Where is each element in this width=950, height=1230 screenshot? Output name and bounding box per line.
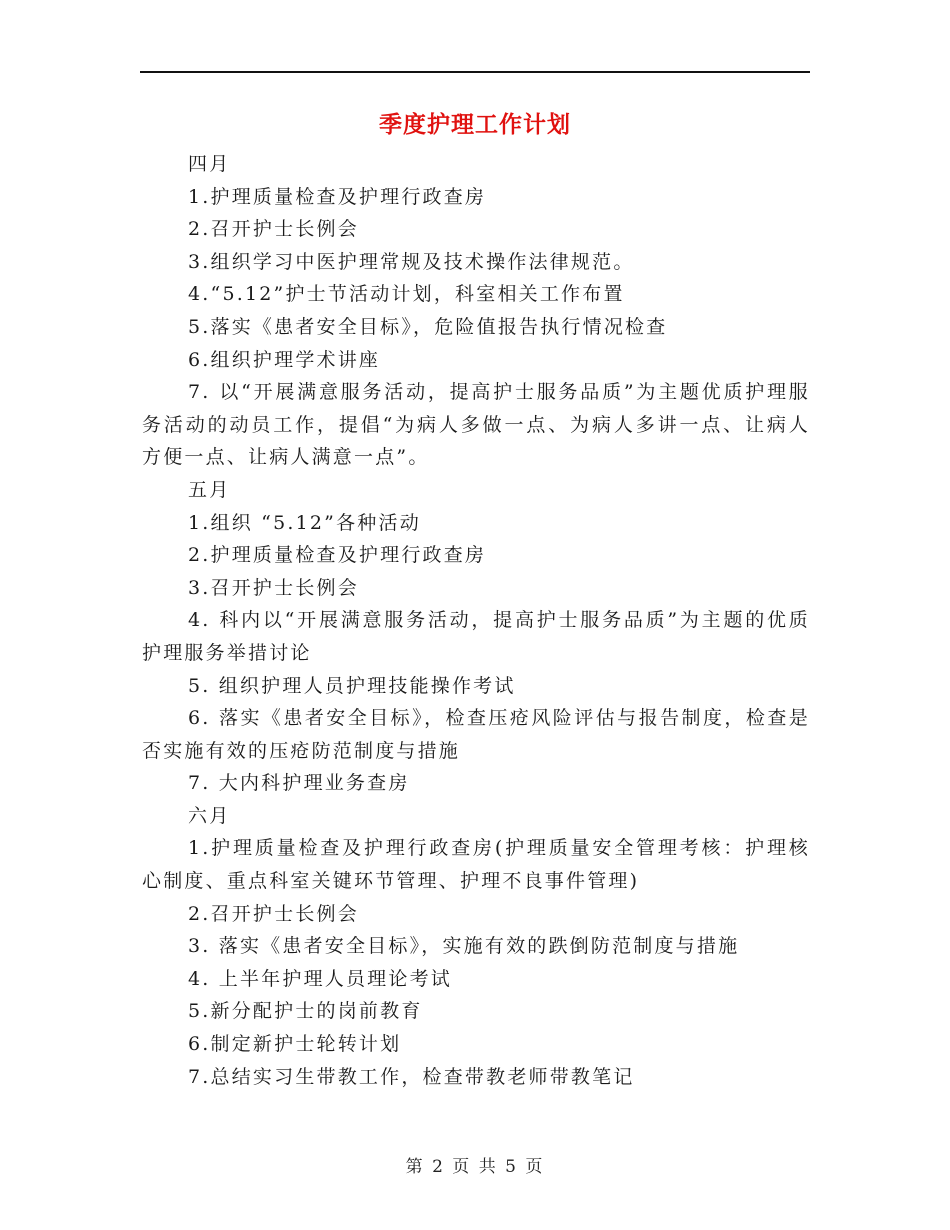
paragraph: 5.新分配护士的岗前教育 bbox=[188, 1000, 423, 1023]
page-number: 第 2 页 共 5 页 bbox=[405, 1157, 545, 1177]
paragraph: 1.组织 “5.12”各种活动 bbox=[188, 511, 421, 534]
section-heading-may: 五月 bbox=[188, 478, 231, 501]
paragraph: 5. 组织护理人员护理技能操作考试 bbox=[188, 674, 516, 697]
paragraph: 3.召开护士长例会 bbox=[188, 576, 359, 599]
section-heading-june: 六月 bbox=[188, 804, 231, 827]
document-title: 季度护理工作计划 bbox=[379, 111, 571, 138]
paragraph: 4.“5.12”护士节活动计划，科室相关工作布置 bbox=[188, 283, 625, 306]
paragraph: 3. 落实《患者安全目标》，实施有效的跌倒防范制度与措施 bbox=[188, 935, 740, 958]
paragraph: 2.召开护士长例会 bbox=[188, 902, 359, 925]
paragraph: 6.制定新护士轮转计划 bbox=[188, 1033, 402, 1056]
paragraph: 7.总结实习生带教工作，检查带教老师带教笔记 bbox=[188, 1065, 635, 1088]
header-rule bbox=[140, 71, 810, 73]
section-heading-april: 四月 bbox=[188, 153, 231, 175]
document-body bbox=[142, 148, 810, 1093]
paragraph: 2.护理质量检查及护理行政查房 bbox=[188, 544, 487, 567]
paragraph: 6.组织护理学术讲座 bbox=[188, 348, 381, 371]
paragraph: 7. 大内科护理业务查房 bbox=[188, 772, 410, 795]
paragraph: 1.护理质量检查及护理行政查房(护理质量安全管理考核：护理核心制度、重点科室关键环节管理、护理不良事件管理) bbox=[142, 837, 810, 893]
paragraph: 4. 科内以“开展满意服务活动，提高护士服务品质”为主题的优质护理服务举措讨论 bbox=[142, 609, 810, 664]
paragraph: 2.召开护士长例会 bbox=[188, 218, 359, 241]
paragraph: 7. 以“开展满意服务活动，提高护士服务品质”为主题优质护理服务活动的动员工作，提倡“为病人多做一点、为病人多讲一点、让病人方便一点、让病人满意一点”。 bbox=[142, 381, 810, 469]
paragraph: 3.组织学习中医护理常规及技术操作法律规范。 bbox=[188, 250, 635, 273]
paragraph: 6. 落实《患者安全目标》，检查压疮风险评估与报告制度，检查是否实施有效的压疮防范制度与措施 bbox=[142, 707, 810, 762]
paragraph: 5.落实《患者安全目标》，危险值报告执行情况检查 bbox=[188, 315, 668, 338]
paragraph: 4. 上半年护理人员理论考试 bbox=[188, 967, 452, 990]
paragraph: 1.护理质量检查及护理行政查房 bbox=[188, 185, 487, 208]
